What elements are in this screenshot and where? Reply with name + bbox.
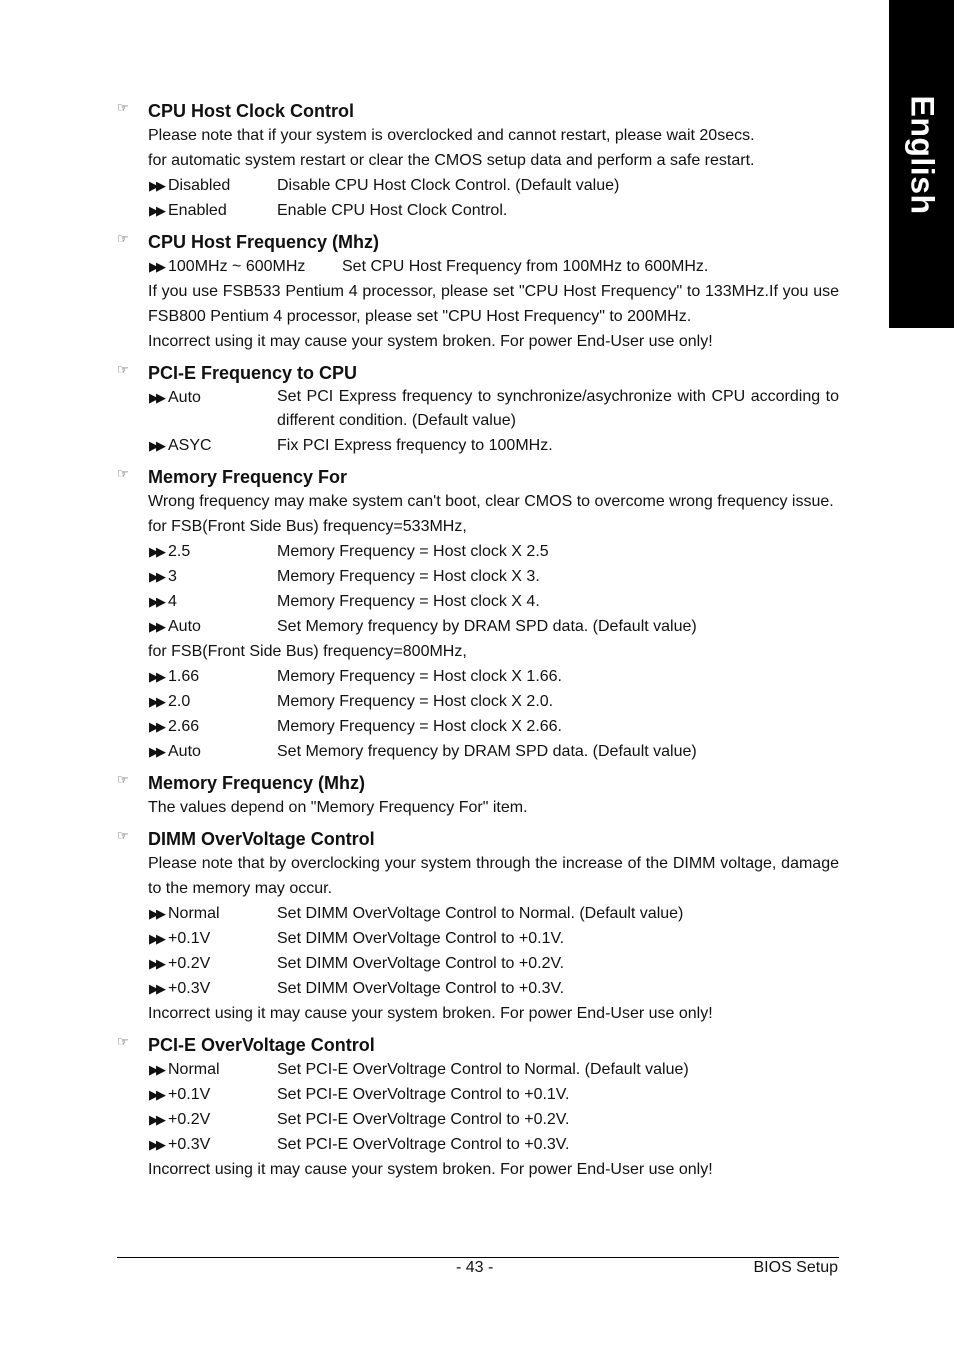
option-desc: Set DIMM OverVoltage Control to Normal. (Default value) bbox=[277, 905, 684, 922]
option-key: Enabled bbox=[168, 202, 227, 219]
option-row bbox=[148, 1082, 839, 1107]
double-arrow-icon: ▶▶ bbox=[149, 1137, 163, 1152]
double-arrow-icon: ▶▶ bbox=[149, 259, 163, 274]
option-row bbox=[148, 689, 839, 714]
section-memory-frequency-mhz bbox=[117, 770, 839, 820]
option-row bbox=[148, 926, 839, 951]
option-row bbox=[148, 739, 839, 764]
section-header bbox=[117, 229, 839, 254]
option-row bbox=[148, 1107, 839, 1132]
double-arrow-icon: ▶▶ bbox=[149, 744, 163, 759]
page-number: - 43 - bbox=[456, 1259, 494, 1276]
paragraph: for FSB(Front Side Bus) frequency=533MHz, bbox=[148, 518, 467, 535]
option-desc: Set PCI-E OverVoltrage Control to +0.1V. bbox=[277, 1086, 570, 1103]
paragraph: Please note that if your system is overclocked and cannot restart, please wait 20secs. bbox=[148, 127, 755, 144]
option-key: 2.0 bbox=[168, 693, 191, 710]
pointing-hand-icon: ☞ bbox=[117, 828, 129, 843]
option-desc: Set PCI-E OverVoltrage Control to +0.3V. bbox=[277, 1136, 570, 1153]
section-title: PCI-E OverVoltage Control bbox=[148, 1035, 375, 1055]
footer-title: BIOS Setup bbox=[753, 1259, 838, 1276]
option-key: 4 bbox=[168, 593, 177, 610]
option-desc: Set DIMM OverVoltage Control to +0.1V. bbox=[277, 930, 565, 947]
option-row bbox=[148, 385, 839, 433]
option-desc: Fix PCI Express frequency to 100MHz. bbox=[277, 437, 553, 454]
section-title: CPU Host Clock Control bbox=[148, 101, 355, 121]
double-arrow-icon: ▶▶ bbox=[149, 569, 163, 584]
option-row bbox=[148, 198, 839, 223]
pointing-hand-icon: ☞ bbox=[117, 231, 129, 246]
double-arrow-icon: ▶▶ bbox=[149, 931, 163, 946]
option-key: Auto bbox=[168, 743, 201, 760]
option-desc: Disable CPU Host Clock Control. (Default value) bbox=[277, 177, 620, 194]
double-arrow-icon: ▶▶ bbox=[149, 1062, 163, 1077]
option-key: 2.66 bbox=[168, 718, 200, 735]
option-desc: Set PCI Express frequency to synchronize/asychronize with CPU according to different condition. (Default value) bbox=[277, 388, 839, 429]
page-content bbox=[117, 98, 839, 1188]
double-arrow-icon: ▶▶ bbox=[149, 669, 163, 684]
option-desc: Enable CPU Host Clock Control. bbox=[277, 202, 508, 219]
option-key: 3 bbox=[168, 568, 177, 585]
double-arrow-icon: ▶▶ bbox=[149, 956, 163, 971]
paragraph: for automatic system restart or clear the CMOS setup data and perform a safe restart. bbox=[148, 152, 755, 169]
option-desc: Memory Frequency = Host clock X 3. bbox=[277, 568, 540, 585]
double-arrow-icon: ▶▶ bbox=[149, 619, 163, 634]
warning-note: Incorrect using it may cause your system broken. For power End-User use only! bbox=[148, 1161, 713, 1178]
option-row bbox=[148, 433, 839, 458]
option-desc: Set CPU Host Frequency from 100MHz to 600MHz. bbox=[342, 258, 709, 275]
language-tab bbox=[889, 0, 954, 328]
option-desc: Set PCI-E OverVoltrage Control to +0.2V. bbox=[277, 1111, 570, 1128]
option-row bbox=[148, 664, 839, 689]
section-dimm-overvoltage-control bbox=[117, 826, 839, 1026]
double-arrow-icon: ▶▶ bbox=[149, 1112, 163, 1127]
option-desc: Set Memory frequency by DRAM SPD data. (Default value) bbox=[277, 618, 697, 635]
option-key: 2.5 bbox=[168, 543, 191, 560]
section-title: DIMM OverVoltage Control bbox=[148, 829, 375, 849]
pointing-hand-icon: ☞ bbox=[117, 466, 129, 481]
section-title: Memory Frequency (Mhz) bbox=[148, 773, 366, 793]
option-row bbox=[148, 714, 839, 739]
option-desc: Set Memory frequency by DRAM SPD data. (Default value) bbox=[277, 743, 697, 760]
option-key: Normal bbox=[168, 905, 220, 922]
option-row bbox=[148, 589, 839, 614]
section-title: Memory Frequency For bbox=[148, 467, 348, 487]
pointing-hand-icon: ☞ bbox=[117, 772, 129, 787]
warning-note: Incorrect using it may cause your system broken. For power End-User use only! bbox=[148, 333, 713, 350]
double-arrow-icon: ▶▶ bbox=[149, 203, 163, 218]
double-arrow-icon: ▶▶ bbox=[149, 719, 163, 734]
section-header bbox=[117, 360, 839, 385]
section-header bbox=[117, 464, 839, 489]
note: If you use FSB533 Pentium 4 processor, please set "CPU Host Frequency" to 133MHz.If you use FSB800 Pentium 4 processor, please set "CPU Host Frequency" to 200MHz. bbox=[148, 283, 839, 325]
option-row bbox=[148, 254, 839, 279]
option-row bbox=[148, 539, 839, 564]
section-cpu-host-clock-control bbox=[117, 98, 839, 223]
double-arrow-icon: ▶▶ bbox=[149, 906, 163, 921]
section-title: CPU Host Frequency (Mhz) bbox=[148, 232, 380, 252]
option-key: 100MHz ~ 600MHz bbox=[168, 258, 306, 275]
option-key: +0.3V bbox=[168, 1136, 211, 1153]
option-key: Disabled bbox=[168, 177, 231, 194]
double-arrow-icon: ▶▶ bbox=[149, 438, 163, 453]
double-arrow-icon: ▶▶ bbox=[149, 594, 163, 609]
paragraph: Please note that by overclocking your system through the increase of the DIMM voltage, damage to the memory may occur. bbox=[148, 855, 839, 897]
section-pcie-frequency-to-cpu bbox=[117, 360, 839, 458]
option-key: +0.2V bbox=[168, 1111, 211, 1128]
sub-heading: for FSB(Front Side Bus) frequency=800MHz, bbox=[148, 643, 467, 660]
option-row bbox=[148, 564, 839, 589]
pointing-hand-icon: ☞ bbox=[117, 362, 129, 377]
section-header bbox=[117, 98, 839, 123]
section-cpu-host-frequency bbox=[117, 229, 839, 354]
language-tab-label: English bbox=[904, 95, 940, 215]
option-desc: Memory Frequency = Host clock X 4. bbox=[277, 593, 540, 610]
section-title: PCI-E Frequency to CPU bbox=[148, 363, 358, 383]
section-header bbox=[117, 826, 839, 851]
double-arrow-icon: ▶▶ bbox=[149, 178, 163, 193]
option-row bbox=[148, 976, 839, 1001]
option-desc: Set PCI-E OverVoltrage Control to Normal. (Default value) bbox=[277, 1061, 689, 1078]
option-desc: Memory Frequency = Host clock X 2.66. bbox=[277, 718, 562, 735]
double-arrow-icon: ▶▶ bbox=[149, 544, 163, 559]
option-key: Auto bbox=[168, 618, 201, 635]
warning-note: Incorrect using it may cause your system broken. For power End-User use only! bbox=[148, 1005, 713, 1022]
double-arrow-icon: ▶▶ bbox=[149, 981, 163, 996]
option-row bbox=[148, 901, 839, 926]
option-key: 1.66 bbox=[168, 668, 200, 685]
option-key: +0.3V bbox=[168, 980, 211, 997]
section-header bbox=[117, 1032, 839, 1057]
section-memory-frequency-for bbox=[117, 464, 839, 764]
paragraph: The values depend on "Memory Frequency For" item. bbox=[148, 799, 528, 816]
double-arrow-icon: ▶▶ bbox=[149, 1087, 163, 1102]
double-arrow-icon: ▶▶ bbox=[149, 694, 163, 709]
option-row bbox=[148, 951, 839, 976]
option-row bbox=[148, 614, 839, 639]
section-header bbox=[117, 770, 839, 795]
double-arrow-icon: ▶▶ bbox=[149, 390, 163, 405]
option-key: Normal bbox=[168, 1061, 220, 1078]
option-row bbox=[148, 1057, 839, 1082]
option-desc: Memory Frequency = Host clock X 1.66. bbox=[277, 668, 562, 685]
paragraph: Wrong frequency may make system can't boot, clear CMOS to overcome wrong frequency issue. bbox=[148, 493, 834, 510]
pointing-hand-icon: ☞ bbox=[117, 100, 129, 115]
option-key: Auto bbox=[168, 389, 201, 406]
option-key: +0.2V bbox=[168, 955, 211, 972]
option-row bbox=[148, 1132, 839, 1157]
option-key: +0.1V bbox=[168, 930, 211, 947]
option-desc: Memory Frequency = Host clock X 2.0. bbox=[277, 693, 554, 710]
option-desc: Memory Frequency = Host clock X 2.5 bbox=[277, 543, 549, 560]
option-desc: Set DIMM OverVoltage Control to +0.2V. bbox=[277, 955, 565, 972]
option-key: +0.1V bbox=[168, 1086, 211, 1103]
pointing-hand-icon: ☞ bbox=[117, 1034, 129, 1049]
option-key: ASYC bbox=[168, 437, 212, 454]
option-row bbox=[148, 173, 839, 198]
option-desc: Set DIMM OverVoltage Control to +0.3V. bbox=[277, 980, 565, 997]
section-pcie-overvoltage-control bbox=[117, 1032, 839, 1182]
